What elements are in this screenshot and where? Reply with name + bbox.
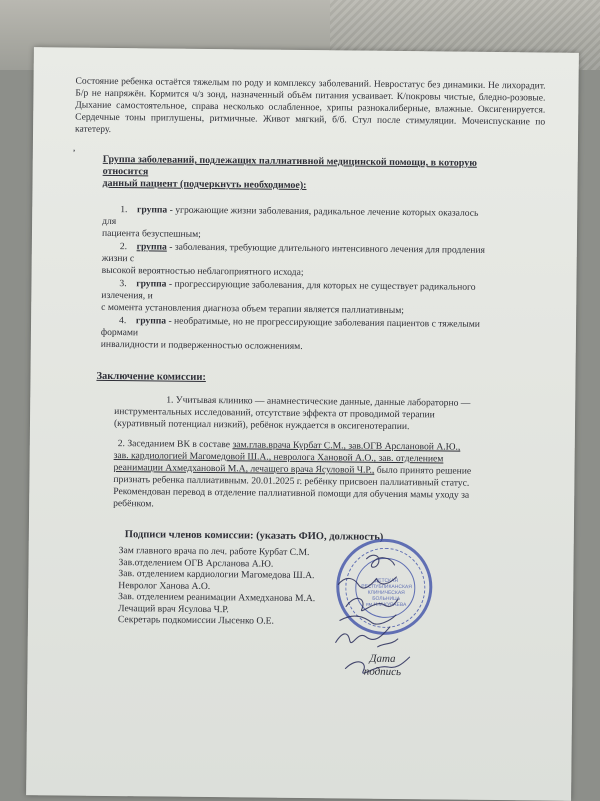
conclusion-text: 2. Заседанием ВК в составе (117, 438, 233, 451)
group-header (102, 154, 502, 194)
signature-line: Зав. отделением кардиологии Магомедова Ш.А. (118, 568, 315, 582)
conclusion-text: инструментальных исследований, отсутствие эффекта от проводимой терапии (114, 406, 435, 421)
conclusion-text: 1. Учитывая клинико — анамнестические данные, данные лабораторно — (166, 394, 471, 409)
signature-line: Невролог Ханова А.О. (118, 579, 211, 592)
group-item-1 (102, 204, 532, 245)
group-item-number: 3. (119, 278, 127, 290)
signature-scribble (338, 576, 396, 588)
group-header-line3: данный пациент (подчеркнуть необходимое): (102, 177, 307, 192)
group-item-3 (101, 278, 531, 319)
group-item-text: высокой вероятностью неблагоприятного исхода; (101, 264, 304, 279)
group-header-line2: относится (102, 165, 149, 178)
signature-label: подпись (363, 665, 402, 679)
group-item-text: пациента безуспешным; (101, 227, 201, 240)
group-item-text: - прогрессирующие заболевания, для которых не существует радикального (166, 278, 476, 293)
signature-line: Зам главного врача по леч. работе Курбат С.М. (118, 545, 310, 559)
group-item-number: 1. (120, 204, 128, 216)
group-item-keyword: группа (136, 241, 167, 253)
signature-scribble (340, 614, 396, 624)
signature-scribble (367, 555, 395, 567)
group-item-text: - угрожающие жизни заболевания, радикальное лечение которых оказалось (167, 204, 479, 219)
conclusion-point-1 (114, 394, 534, 434)
group-item-text: формами (100, 326, 139, 339)
date-signature-footer (357, 653, 407, 680)
group-item-keyword: группа (136, 204, 168, 216)
conclusion-text: признать ребенка паллиативным. 20.01.2025 г. ребёнку присвоен паллиативный статус. (113, 474, 470, 489)
group-item-text: инвалидности и подверженностью осложнениям. (100, 338, 303, 352)
group-item-text: излечения, и (101, 289, 153, 302)
patient-status-paragraph: Состояние ребенка остаётся тяжелым по роду и комплексу заболеваний. Невростатус без динамики. Не лихорадит. Б/р не напряжён. Кормится ч/з зонд, назначенный объём питания усваивает. К/покровы чистые, бледно-розовые. Дыхание самостоятельное, справа несколько ослабленное, хрипы разнокалиберные, влажные. Оксигенируется. Сердечные тоны приглушены, ритмичные. Живот мягкий, б/б. Стул после стимуляции. Мочеиспускание по катетеру. (75, 76, 546, 135)
conclusion-point-2 (113, 438, 540, 514)
signature-scribble (346, 598, 398, 611)
conclusion-text: ребёнком. (113, 498, 154, 510)
signature-line: Лечащий врач Ясулова Ч.Р. (118, 602, 229, 615)
group-item-text: для (102, 215, 117, 228)
group-item-keyword: группа (135, 315, 167, 327)
group-item-text: с момента установления диагноза объем терапии является паллиативным; (101, 301, 405, 317)
conclusion-header: Заключение комиссии: (96, 370, 206, 383)
conclusion-text: Рекомендован перевод в отделение паллиативной помощи для обучения мамы уходу за (113, 486, 470, 501)
conclusion-text: (куративный потенциал низкий), ребёнок нуждается в оксигенотерапии. (113, 418, 410, 433)
group-item-number: 4. (119, 315, 127, 327)
signature-line: Зав.отделением ОГВ Арсланова А.Ю. (118, 556, 274, 570)
document-page (26, 47, 579, 801)
commission-members: реанимации Ахмедхановой М.А, лечащего врача Ясуловой Ч.Р., (113, 462, 375, 476)
stamp-text: ДЕТСКАЯ РЕСПУБЛИКАНСКАЯ КЛИНИЧЕСКАЯ БОЛЬНИЦА им.Н.М.КУРАЕВА (361, 577, 412, 609)
signature-line: Секретарь подкомиссии Лысенко О.Е. (117, 614, 275, 627)
group-item-4 (101, 315, 531, 356)
group-header-line1: Группа заболеваний, подлежащих паллиативной медицинской помощи, в которую (102, 153, 477, 169)
group-item-number: 2. (119, 241, 128, 253)
group-item-text: - заболевания, требующие длительного интенсивного лечения для продления (166, 241, 486, 256)
conclusion-text: было принято решение (374, 464, 472, 477)
signatures-header: Подписи членов комиссии: (указать ФИО, должность) (124, 529, 384, 543)
commission-members: зам.глав.врача Курбат С.М., зав.ОГВ Арслановой А.Ю., (232, 439, 461, 453)
signature-line: Зав. отделением реанимации Ахмедханова М.А. (118, 591, 316, 605)
date-label: Дата (369, 652, 396, 665)
group-item-text: - необратимые, но не прогрессирующие заболевания пациентов с тяжелыми (166, 315, 481, 330)
comma-mark: , (72, 142, 76, 154)
signature-scribble (336, 626, 398, 647)
group-item-keyword: группа (136, 278, 167, 290)
commission-members: зав. кардиологией Магомедовой Ш.А., невролога Хановой А.О., зав. отделением (113, 450, 444, 465)
group-item-2 (102, 241, 532, 282)
group-item-text: жизни с (101, 252, 135, 265)
